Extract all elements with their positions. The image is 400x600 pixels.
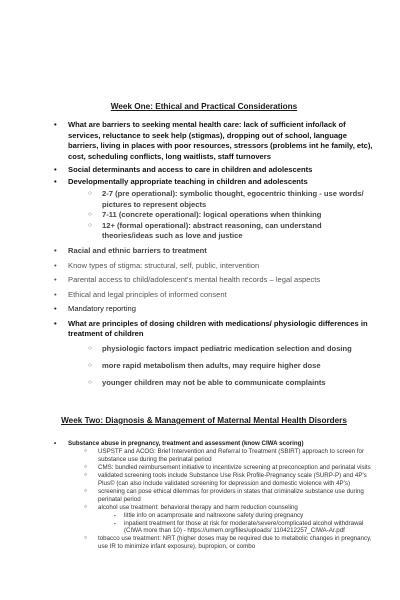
list-item: ○ 7-11 (concrete operational): logical operations when thinking [88,210,374,221]
list-item: • Developmentally appropriate teaching in children and adolescents ○ 2-7 (pre operational): symbolic thought, egocentric thinking - use words/ pictures to represent objects ○ 7-11 (concrete operational): logical operations when thinking ○ 12+ (formal operational): abstract reasoning, can understand theories/ideas such as love and justice [54,177,374,242]
list-item: ▪ little info on acamprosate and naltrexone safety during pregnancy [114,512,374,520]
week-two-heading: Week Two: Diagnosis & Management of Maternal Mental Health Disorders [61,415,347,425]
list-item: ○ CMS: bundled reimbursement initiative to incentivize screening at preconception and perinatal visits [84,464,374,472]
alcohol-treatment-sublist [114,512,374,535]
list-item: ○ USPSTF and ACOG: Brief Intervention and Referral to Treatment (SBIRT) approach to screen for substance use during the perinatal period [84,448,374,463]
developmental-stages-list [88,189,374,242]
list-item: ○ more rapid metabolism then adults, may require higher dose [88,361,374,372]
list-item: • Know types of stigma: structural, self, public, intervention [54,261,374,272]
list-item: • What are principles of dosing children with medications/ physiologic differences in treatment of children ○ physiologic factors impact pediatric medication selection and dosing ○ more rapid metabolism then adults, may require higher dose ○ younger children may not be able to communicate complaints [54,319,374,389]
list-item: ○ 12+ (formal operational): abstract reasoning, can understand theories/ideas such as love and justice [88,221,374,242]
list-item: • What are barriers to seeking mental health care: lack of sufficient info/lack of services, reluctance to seek help (stigmas), dropping out of school, language barriers, living in places with poor resources, stressors (problems int he family, etc), cost, scheduling conflicts, long waitlists, staff turnovers [54,120,374,162]
list-item: ○ validated screening tools include Substance Use Risk Profile-Pregnancy scale (SURP-P) and 4P's Plus© (can also include validated screening for depression and domestic violence with 4P's) [84,472,374,487]
week-two-list [54,440,374,551]
week-one-heading: Week One: Ethical and Practical Considerations [110,102,298,111]
substance-abuse-sublist [84,448,374,550]
list-item: ▪ inpatient treatment for those at risk for moderate/severe/complicated alcohol withdrawal (CIWA more than 10) - https://umem.org/files/uploads/ 1104212257_CIWA-Ar.pdf [114,520,374,535]
list-item: ○ 2-7 (pre operational): symbolic thought, egocentric thinking - use words/ pictures to represent objects [88,189,374,210]
list-item: ○ younger children may not be able to communicate complaints [88,378,374,389]
list-item: • Substance abuse in pregnancy, treatment and assessment (know CIWA scoring) ○ USPSTF and ACOG: Brief Intervention and Referral to Treatment (SBIRT) approach to screen for substance use during the perinatal period ○ CMS: bundled reimbursement initiative to incentivize screening at preconception and perinatal visits ○ validated screening tools include Substance Use Risk Profile-Pregnancy scale (SURP-P) and 4P's Plus© (can also include validated screening for depression and domestic violence with 4P's) ○ screening can pose ethical dilemmas for providers in states that criminalize substance use during perinatal period ○ alcohol use treatment: behavioral therapy and harm reduction counseling ▪ little info on acamprosate and naltrexone safety during pregnancy ▪ inpatient treatment for those at risk for moderate/severe/complicated alcohol withdrawal (CIWA more than 10) - https://umem.org/files/uploads/ 1104212257_CIWA-Ar.pdf ○ tobacco use treatment: NRT (higher doses may be required due to metabolic changes in pregnancy, use IR to minimize infant exposure), bupropion, or combo [54,440,374,551]
list-item: ○ physiologic factors impact pediatric medication selection and dosing [88,344,374,355]
week-one-list [54,120,374,389]
list-item: • Social determinants and access to care in children and adolescents [54,165,374,176]
list-item: • Parental access to child/adolescent's mental health records – legal aspects [54,275,374,286]
list-item: • Mandatory reporting [54,304,374,315]
list-item: ○ tobacco use treatment: NRT (higher doses may be required due to metabolic changes in pregnancy, use IR to minimize infant exposure), bupropion, or combo [84,535,374,550]
list-item: ○ screening can pose ethical dilemmas for providers in states that criminalize substance use during perinatal period [84,488,374,503]
list-item: • Racial and ethnic barriers to treatment [54,246,374,257]
list-item: ○ alcohol use treatment: behavioral therapy and harm reduction counseling ▪ little info on acamprosate and naltrexone safety during pregnancy ▪ inpatient treatment for those at risk for moderate/severe/complicated alcohol withdrawal (CIWA more than 10) - https://umem.org/files/uploads/ 1104212257_CIWA-Ar.pdf [84,504,374,535]
dosing-principles-list [88,344,374,389]
list-item: • Ethical and legal principles of informed consent [54,290,374,301]
